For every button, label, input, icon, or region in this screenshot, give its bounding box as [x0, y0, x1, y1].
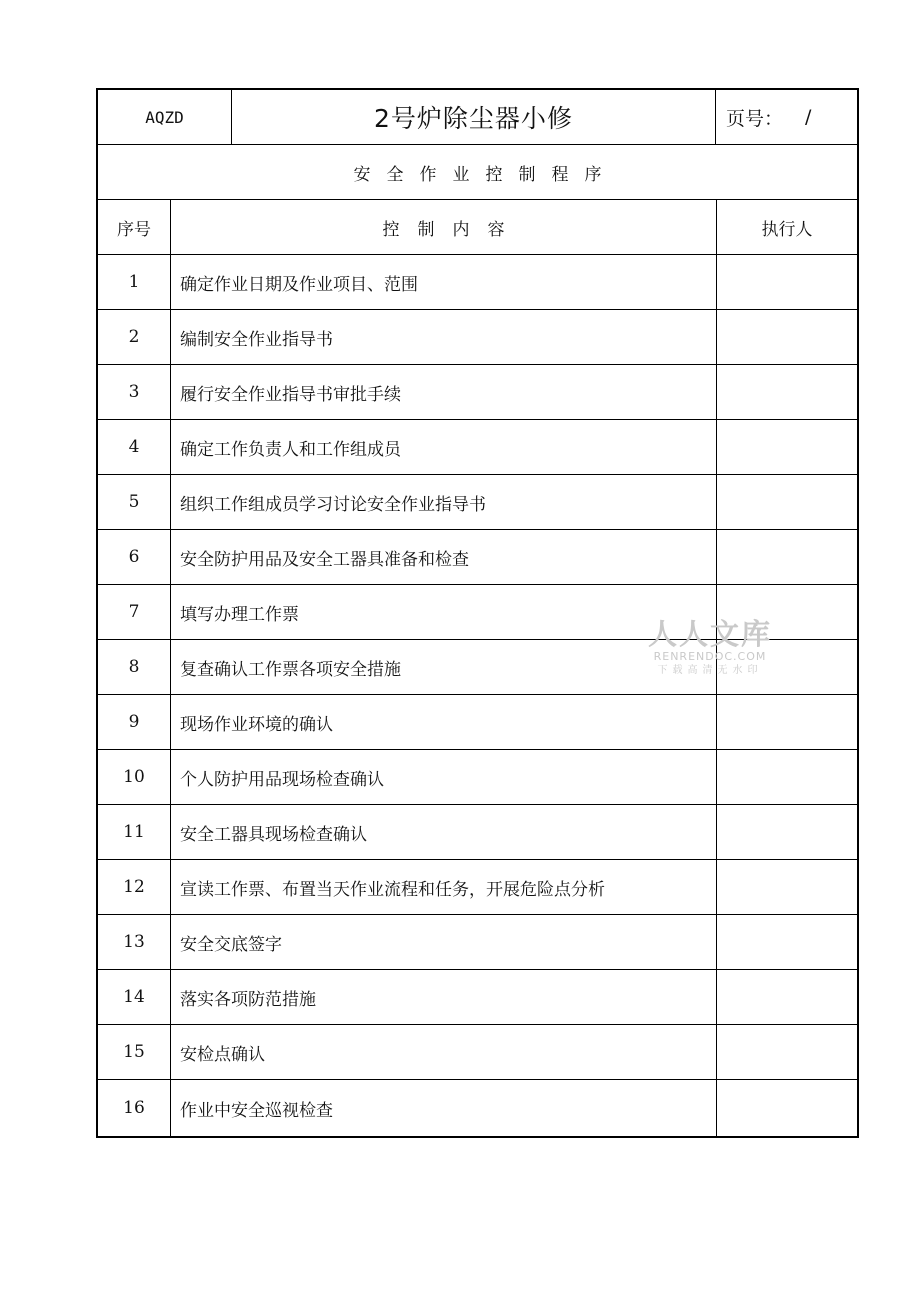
table-row	[98, 970, 857, 1025]
row-executor	[717, 805, 857, 859]
table-row	[98, 310, 857, 365]
page-value: /	[805, 106, 812, 128]
row-content: 组织工作组成员学习讨论安全作业指导书	[171, 475, 717, 529]
header-row	[98, 90, 857, 145]
watermark-sub: 下载高清无水印	[657, 665, 763, 676]
row-executor	[717, 365, 857, 419]
table-row	[98, 860, 857, 915]
row-number: 16	[98, 1080, 171, 1136]
row-executor	[717, 585, 857, 639]
row-executor	[717, 695, 857, 749]
page-label: 页号：	[726, 107, 784, 130]
table-row	[98, 585, 857, 640]
table-row	[98, 420, 857, 475]
row-content: 确定作业日期及作业项目、范围	[171, 255, 717, 309]
row-number: 5	[98, 475, 171, 529]
row-number: 13	[98, 915, 171, 969]
row-executor	[717, 860, 857, 914]
subtitle-row	[98, 145, 857, 200]
column-header-executor: 执行人	[761, 219, 813, 240]
row-number: 6	[98, 530, 171, 584]
row-number: 14	[98, 970, 171, 1024]
row-number: 2	[98, 310, 171, 364]
table-row	[98, 365, 857, 420]
row-executor	[717, 475, 857, 529]
row-number: 3	[98, 365, 171, 419]
watermark-main: 人人文库	[647, 617, 772, 651]
row-executor	[717, 1025, 857, 1079]
row-executor	[717, 640, 857, 694]
row-number: 11	[98, 805, 171, 859]
row-executor	[717, 915, 857, 969]
table-row	[98, 805, 857, 860]
row-content: 确定工作负责人和工作组成员	[171, 420, 717, 474]
section-title: 安全作业控制程序	[353, 164, 618, 185]
table-row	[98, 255, 857, 310]
table-row	[98, 640, 857, 695]
control-procedure-table	[96, 88, 859, 1138]
row-content: 宣读工作票、布置当天作业流程和任务，开展危险点分析	[171, 860, 717, 914]
table-row	[98, 695, 857, 750]
row-content: 安全交底签字	[171, 915, 717, 969]
row-content: 安检点确认	[171, 1025, 717, 1079]
row-executor	[717, 750, 857, 804]
row-executor	[717, 530, 857, 584]
column-header-content: 控制内容	[171, 200, 717, 254]
row-executor	[717, 970, 857, 1024]
row-number: 4	[98, 420, 171, 474]
document-title: 2号炉除尘器小修	[232, 90, 716, 144]
row-number: 9	[98, 695, 171, 749]
document-code: AQZD	[98, 90, 232, 144]
row-number: 7	[98, 585, 171, 639]
table-row	[98, 530, 857, 585]
row-number: 1	[98, 255, 171, 309]
row-number: 8	[98, 640, 171, 694]
row-content: 复查确认工作票各项安全措施	[171, 640, 717, 694]
table-row	[98, 1080, 857, 1136]
row-content: 作业中安全巡视检查	[171, 1080, 717, 1136]
row-number: 12	[98, 860, 171, 914]
row-content: 落实各项防范措施	[171, 970, 717, 1024]
column-header-row	[98, 200, 857, 255]
row-content: 现场作业环境的确认	[171, 695, 717, 749]
table-row	[98, 915, 857, 970]
row-number: 10	[98, 750, 171, 804]
table-row	[98, 1025, 857, 1080]
row-content: 填写办理工作票	[171, 585, 717, 639]
table-row	[98, 750, 857, 805]
watermark-url: RENRENDOC.COM	[653, 650, 767, 663]
row-content: 安全工器具现场检查确认	[171, 805, 717, 859]
row-number: 15	[98, 1025, 171, 1079]
table-row	[98, 475, 857, 530]
row-content: 履行安全作业指导书审批手续	[171, 365, 717, 419]
row-executor	[717, 255, 857, 309]
row-executor	[717, 1080, 857, 1136]
row-content: 编制安全作业指导书	[171, 310, 717, 364]
column-header-no: 序号	[98, 200, 171, 254]
row-content: 安全防护用品及安全工器具准备和检查	[171, 530, 717, 584]
page-number	[716, 90, 857, 144]
row-executor	[717, 420, 857, 474]
row-content: 个人防护用品现场检查确认	[171, 750, 717, 804]
row-executor	[717, 310, 857, 364]
